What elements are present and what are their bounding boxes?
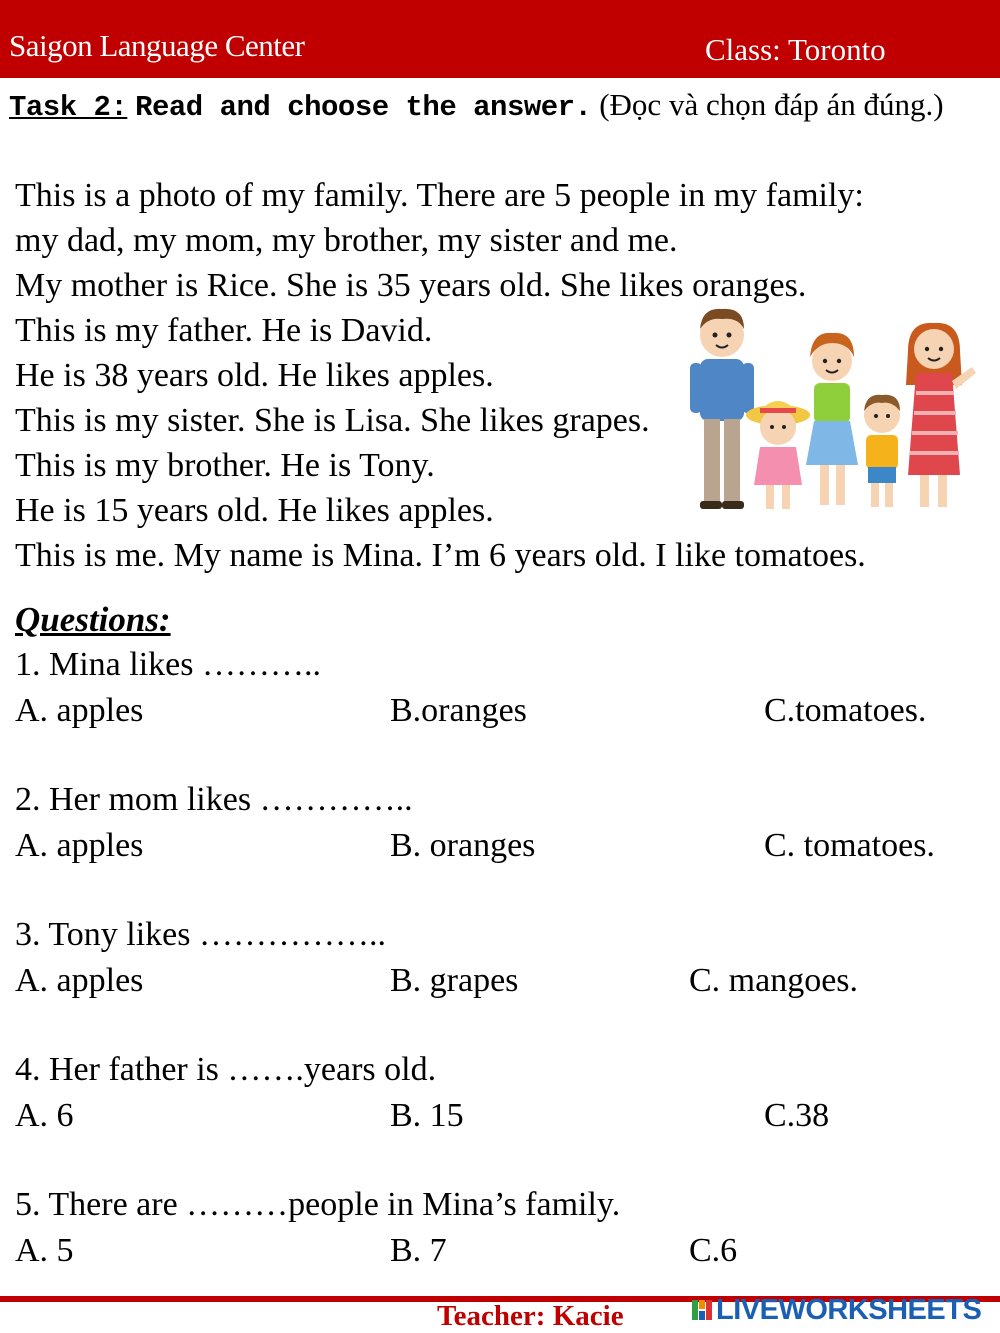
- teacher-name: Teacher: Kacie: [437, 1300, 624, 1332]
- mother-figure: [806, 333, 858, 505]
- question-5-option-b[interactable]: B. 7: [390, 1232, 447, 1269]
- passage-line: This is a photo of my family. There are 5 people in my family:: [15, 177, 864, 214]
- task-label: Task 2:: [9, 91, 128, 124]
- passage-line: This is my sister. She is Lisa. She likes grapes.: [15, 402, 650, 439]
- question-4: 4. Her father is …….years old.: [15, 1051, 437, 1088]
- task-instruction: Read and choose the answer.: [135, 91, 592, 124]
- liveworksheets-brand: LIVEWORKSHEETS: [716, 1294, 982, 1326]
- question-3-option-b[interactable]: B. grapes: [390, 962, 519, 999]
- liveworksheets-icon: [692, 1298, 714, 1322]
- woman-figure: [906, 323, 976, 507]
- question-1-option-a[interactable]: A. apples: [15, 692, 144, 729]
- question-4-option-c[interactable]: C.38: [764, 1097, 830, 1134]
- passage-line: He is 38 years old. He likes apples.: [15, 357, 494, 394]
- task-translation: (Đọc và chọn đáp án đúng.): [599, 87, 944, 122]
- liveworksheets-logo[interactable]: [692, 1294, 981, 1327]
- question-4-option-a[interactable]: A. 6: [15, 1097, 74, 1134]
- sister-figure: [746, 401, 810, 509]
- question-3-option-a[interactable]: A. apples: [15, 962, 144, 999]
- question-4-option-b[interactable]: B. 15: [390, 1097, 464, 1134]
- header-banner: [0, 0, 1000, 78]
- question-1-option-c[interactable]: C.tomatoes.: [764, 692, 927, 729]
- question-3-option-c[interactable]: C. mangoes.: [689, 962, 859, 999]
- task-heading: [9, 84, 999, 128]
- brother-figure: [864, 395, 900, 507]
- question-2: 2. Her mom likes …………..: [15, 781, 413, 818]
- passage-line: My mother is Rice. She is 35 years old. She likes oranges.: [15, 267, 807, 304]
- passage-line: This is my brother. He is Tony.: [15, 447, 435, 484]
- passage-line: He is 15 years old. He likes apples.: [15, 492, 494, 529]
- family-illustration: [680, 295, 980, 525]
- passage-line: This is me. My name is Mina. I’m 6 years old. I like tomatoes.: [15, 537, 866, 574]
- question-5-option-a[interactable]: A. 5: [15, 1232, 74, 1269]
- school-name: Saigon Language Center: [9, 28, 305, 63]
- question-2-option-a[interactable]: A. apples: [15, 827, 144, 864]
- question-2-option-c[interactable]: C. tomatoes.: [764, 827, 935, 864]
- question-5-option-c[interactable]: C.6: [689, 1232, 738, 1269]
- father-figure: [690, 309, 754, 509]
- question-3: 3. Tony likes ……………..: [15, 916, 386, 953]
- questions-heading: Questions:: [15, 600, 171, 639]
- passage-line: my dad, my mom, my brother, my sister and me.: [15, 222, 678, 259]
- question-1: 1. Mina likes ………..: [15, 646, 321, 683]
- class-label: Class: Toronto: [705, 32, 886, 67]
- question-5: 5. There are ………people in Mina’s family.: [15, 1186, 621, 1223]
- passage-line: This is my father. He is David.: [15, 312, 433, 349]
- question-1-option-b[interactable]: B.oranges: [390, 692, 527, 729]
- question-2-option-b[interactable]: B. oranges: [390, 827, 536, 864]
